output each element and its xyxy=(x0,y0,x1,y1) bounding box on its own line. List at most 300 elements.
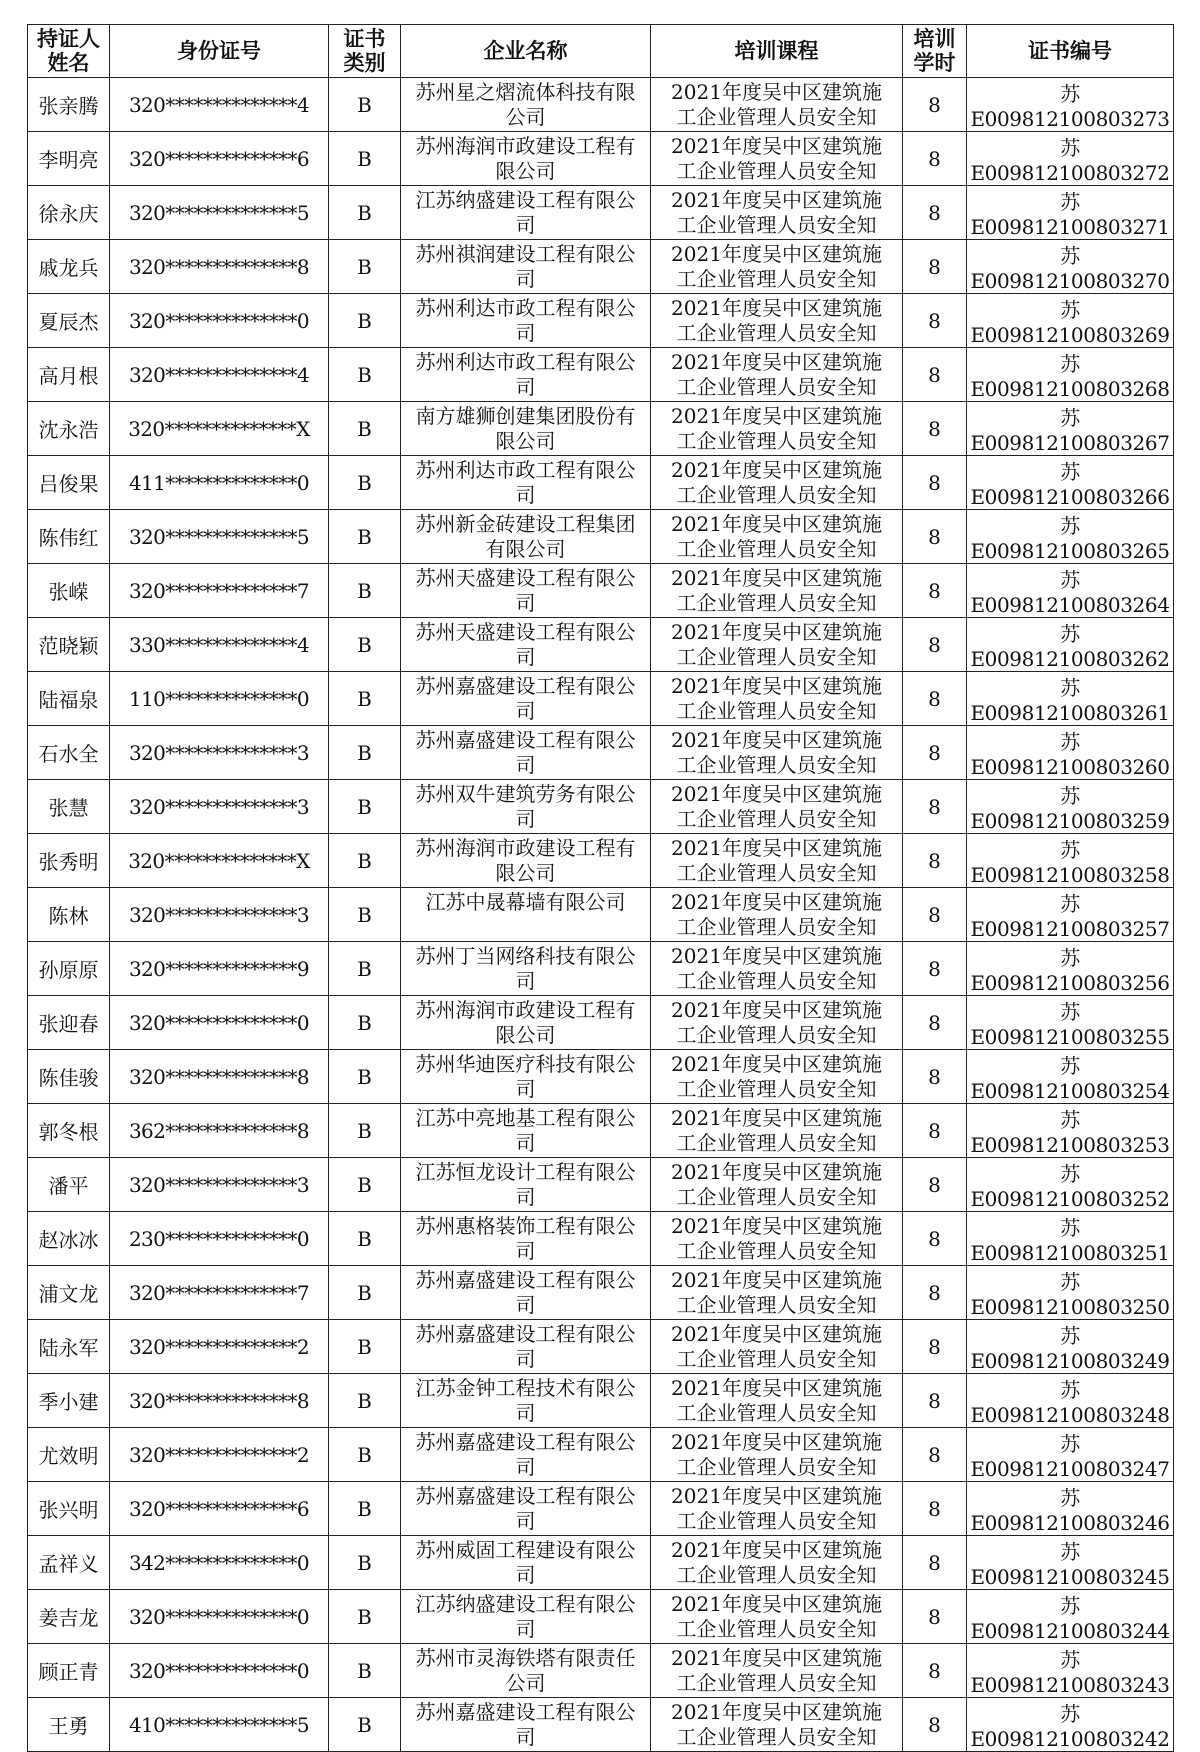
company-cell-text: 江苏纳盛建设工程有限公司 xyxy=(415,187,636,237)
company-cell xyxy=(401,240,651,294)
cert-type-cell: B xyxy=(329,1266,401,1320)
table-row xyxy=(28,240,1174,294)
hours-cell: 8 xyxy=(903,1536,967,1590)
company-cell-text: 苏州祺润建设工程有限公司 xyxy=(415,241,636,291)
company-cell xyxy=(401,78,651,132)
course-cell-text: 2021年度吴中区建筑施工企业管理人员安全知 xyxy=(671,511,882,561)
id-number-cell: 320**************0 xyxy=(110,1644,329,1698)
course-cell-text: 2021年度吴中区建筑施工企业管理人员安全知 xyxy=(671,1267,882,1317)
table-row xyxy=(28,1698,1174,1752)
cert-number-cell: 苏E009812100803270 xyxy=(967,240,1174,294)
company-cell xyxy=(401,1590,651,1644)
course-cell-text: 2021年度吴中区建筑施工企业管理人员安全知 xyxy=(671,1321,882,1371)
table-row xyxy=(28,132,1174,186)
course-cell xyxy=(651,1698,903,1752)
cert-number-cell: 苏E009812100803268 xyxy=(967,348,1174,402)
course-cell-text: 2021年度吴中区建筑施工企业管理人员安全知 xyxy=(671,1591,882,1641)
cert-number-cell: 苏E009812100803255 xyxy=(967,996,1174,1050)
company-cell-text: 苏州星之熠流体科技有限公司 xyxy=(415,79,636,129)
table-row xyxy=(28,1374,1174,1428)
cert-type-cell: B xyxy=(329,294,401,348)
company-cell xyxy=(401,780,651,834)
company-cell-text: 苏州市灵海铁塔有限责任公司 xyxy=(415,1645,636,1695)
hours-cell: 8 xyxy=(903,1698,967,1752)
hours-cell: 8 xyxy=(903,564,967,618)
course-cell-text: 2021年度吴中区建筑施工企业管理人员安全知 xyxy=(671,403,882,453)
course-cell-text: 2021年度吴中区建筑施工企业管理人员安全知 xyxy=(671,1051,882,1101)
holder-name-cell: 徐永庆 xyxy=(28,186,110,240)
course-cell xyxy=(651,132,903,186)
table-row xyxy=(28,564,1174,618)
table-row xyxy=(28,78,1174,132)
cert-number-cell: 苏E009812100803260 xyxy=(967,726,1174,780)
course-cell xyxy=(651,402,903,456)
hours-cell: 8 xyxy=(903,1104,967,1158)
company-cell xyxy=(401,1266,651,1320)
id-number-cell: 320**************4 xyxy=(110,78,329,132)
course-cell-text: 2021年度吴中区建筑施工企业管理人员安全知 xyxy=(671,187,882,237)
header-cert-type: 证书类别 xyxy=(329,25,401,78)
cert-number-cell: 苏E009812100803251 xyxy=(967,1212,1174,1266)
hours-cell: 8 xyxy=(903,942,967,996)
company-cell xyxy=(401,1320,651,1374)
id-number-cell: 330**************4 xyxy=(110,618,329,672)
holder-name-cell: 季小建 xyxy=(28,1374,110,1428)
company-cell-text: 苏州威固工程建设有限公司 xyxy=(415,1537,636,1587)
company-cell-text: 苏州天盛建设工程有限公司 xyxy=(415,565,636,615)
cert-type-cell: B xyxy=(329,834,401,888)
cert-number-cell: 苏E009812100803245 xyxy=(967,1536,1174,1590)
cert-type-cell: B xyxy=(329,348,401,402)
holder-name-cell: 尤效明 xyxy=(28,1428,110,1482)
table-row xyxy=(28,294,1174,348)
course-cell-text: 2021年度吴中区建筑施工企业管理人员安全知 xyxy=(671,943,882,993)
course-cell-text: 2021年度吴中区建筑施工企业管理人员安全知 xyxy=(671,1213,882,1263)
cert-number-cell: 苏E009812100803261 xyxy=(967,672,1174,726)
course-cell-text: 2021年度吴中区建筑施工企业管理人员安全知 xyxy=(671,835,882,885)
hours-cell: 8 xyxy=(903,1590,967,1644)
id-number-cell: 320**************8 xyxy=(110,1374,329,1428)
course-cell-text: 2021年度吴中区建筑施工企业管理人员安全知 xyxy=(671,1645,882,1695)
cert-type-cell: B xyxy=(329,1428,401,1482)
company-cell xyxy=(401,132,651,186)
cert-type-cell: B xyxy=(329,726,401,780)
hours-cell: 8 xyxy=(903,1482,967,1536)
cert-number-cell: 苏E009812100803273 xyxy=(967,78,1174,132)
course-cell xyxy=(651,1104,903,1158)
cert-type-cell: B xyxy=(329,240,401,294)
course-cell-text: 2021年度吴中区建筑施工企业管理人员安全知 xyxy=(671,79,882,129)
company-cell xyxy=(401,1158,651,1212)
id-number-cell: 320**************4 xyxy=(110,348,329,402)
course-cell xyxy=(651,1266,903,1320)
hours-cell: 8 xyxy=(903,186,967,240)
id-number-cell: 320**************X xyxy=(110,834,329,888)
company-cell xyxy=(401,672,651,726)
hours-cell: 8 xyxy=(903,510,967,564)
company-cell xyxy=(401,510,651,564)
course-cell-text: 2021年度吴中区建筑施工企业管理人员安全知 xyxy=(671,889,882,939)
holder-name-cell: 夏辰杰 xyxy=(28,294,110,348)
table-row xyxy=(28,1428,1174,1482)
hours-cell: 8 xyxy=(903,780,967,834)
company-cell xyxy=(401,1698,651,1752)
company-cell xyxy=(401,996,651,1050)
course-cell xyxy=(651,78,903,132)
company-cell xyxy=(401,834,651,888)
course-cell-text: 2021年度吴中区建筑施工企业管理人员安全知 xyxy=(671,1699,882,1749)
course-cell xyxy=(651,1482,903,1536)
table-row xyxy=(28,510,1174,564)
table-row xyxy=(28,726,1174,780)
id-number-cell: 230**************0 xyxy=(110,1212,329,1266)
header-hours: 培训学时 xyxy=(903,25,967,78)
table-row xyxy=(28,834,1174,888)
holder-name-cell: 张秀明 xyxy=(28,834,110,888)
cert-number-cell: 苏E009812100803267 xyxy=(967,402,1174,456)
header-row xyxy=(28,25,1174,78)
course-cell xyxy=(651,942,903,996)
course-cell-text: 2021年度吴中区建筑施工企业管理人员安全知 xyxy=(671,997,882,1047)
company-cell xyxy=(401,456,651,510)
id-number-cell: 320**************2 xyxy=(110,1428,329,1482)
table-row xyxy=(28,456,1174,510)
company-cell-text: 苏州嘉盛建设工程有限公司 xyxy=(415,727,636,777)
table-row xyxy=(28,1482,1174,1536)
id-number-cell: 342**************0 xyxy=(110,1536,329,1590)
table-row xyxy=(28,1050,1174,1104)
hours-cell: 8 xyxy=(903,996,967,1050)
hours-cell: 8 xyxy=(903,1374,967,1428)
cert-type-cell: B xyxy=(329,1698,401,1752)
course-cell xyxy=(651,834,903,888)
id-number-cell: 410**************5 xyxy=(110,1698,329,1752)
course-cell xyxy=(651,1428,903,1482)
course-cell-text: 2021年度吴中区建筑施工企业管理人员安全知 xyxy=(671,673,882,723)
cert-number-cell: 苏E009812100803250 xyxy=(967,1266,1174,1320)
cert-number-cell: 苏E009812100803256 xyxy=(967,942,1174,996)
table-row xyxy=(28,1212,1174,1266)
hours-cell: 8 xyxy=(903,1158,967,1212)
course-cell xyxy=(651,996,903,1050)
company-cell-text: 南方雄狮创建集团股份有限公司 xyxy=(415,403,636,453)
id-number-cell: 320**************3 xyxy=(110,888,329,942)
cert-number-cell: 苏E009812100803265 xyxy=(967,510,1174,564)
holder-name-cell: 潘平 xyxy=(28,1158,110,1212)
id-number-cell: 320**************0 xyxy=(110,294,329,348)
company-cell xyxy=(401,402,651,456)
course-cell xyxy=(651,726,903,780)
table-row xyxy=(28,348,1174,402)
company-cell-text: 江苏中亮地基工程有限公司 xyxy=(415,1105,636,1155)
id-number-cell: 411**************0 xyxy=(110,456,329,510)
holder-name-cell: 张亲腾 xyxy=(28,78,110,132)
cert-type-cell: B xyxy=(329,132,401,186)
course-cell-text: 2021年度吴中区建筑施工企业管理人员安全知 xyxy=(671,1159,882,1209)
company-cell xyxy=(401,294,651,348)
course-cell-text: 2021年度吴中区建筑施工企业管理人员安全知 xyxy=(671,727,882,777)
hours-cell: 8 xyxy=(903,672,967,726)
company-cell-text: 苏州双牛建筑劳务有限公司 xyxy=(415,781,636,831)
course-cell xyxy=(651,1050,903,1104)
company-cell-text: 苏州华迪医疗科技有限公司 xyxy=(415,1051,636,1101)
hours-cell: 8 xyxy=(903,348,967,402)
course-cell-text: 2021年度吴中区建筑施工企业管理人员安全知 xyxy=(671,565,882,615)
table-row xyxy=(28,1104,1174,1158)
course-cell xyxy=(651,780,903,834)
certificate-table xyxy=(27,24,1174,1752)
company-cell-text: 苏州海润市政建设工程有限公司 xyxy=(415,133,636,183)
header-course: 培训课程 xyxy=(651,25,903,78)
header-cert-number: 证书编号 xyxy=(967,25,1174,78)
id-number-cell: 320**************3 xyxy=(110,1158,329,1212)
course-cell xyxy=(651,1536,903,1590)
table-row xyxy=(28,942,1174,996)
id-number-cell: 320**************3 xyxy=(110,780,329,834)
holder-name-cell: 顾正青 xyxy=(28,1644,110,1698)
cert-number-cell: 苏E009812100803249 xyxy=(967,1320,1174,1374)
header-holder-name: 持证人姓名 xyxy=(28,25,110,78)
cert-number-cell: 苏E009812100803266 xyxy=(967,456,1174,510)
company-cell xyxy=(401,1428,651,1482)
holder-name-cell: 张慧 xyxy=(28,780,110,834)
company-cell-text: 苏州利达市政工程有限公司 xyxy=(415,457,636,507)
company-cell xyxy=(401,1104,651,1158)
company-cell xyxy=(401,348,651,402)
id-number-cell: 320**************6 xyxy=(110,132,329,186)
company-cell xyxy=(401,1050,651,1104)
course-cell xyxy=(651,1212,903,1266)
table-row xyxy=(28,1266,1174,1320)
course-cell xyxy=(651,1644,903,1698)
course-cell xyxy=(651,240,903,294)
company-cell-text: 苏州惠格装饰工程有限公司 xyxy=(415,1213,636,1263)
cert-type-cell: B xyxy=(329,402,401,456)
cert-type-cell: B xyxy=(329,672,401,726)
hours-cell: 8 xyxy=(903,1212,967,1266)
company-cell xyxy=(401,618,651,672)
hours-cell: 8 xyxy=(903,834,967,888)
cert-number-cell: 苏E009812100803253 xyxy=(967,1104,1174,1158)
holder-name-cell: 浦文龙 xyxy=(28,1266,110,1320)
company-cell-text: 苏州新金砖建设工程集团有限公司 xyxy=(415,511,636,561)
cert-type-cell: B xyxy=(329,1374,401,1428)
id-number-cell: 320**************8 xyxy=(110,1050,329,1104)
table-row xyxy=(28,618,1174,672)
cert-type-cell: B xyxy=(329,996,401,1050)
holder-name-cell: 姜吉龙 xyxy=(28,1590,110,1644)
cert-number-cell: 苏E009812100803243 xyxy=(967,1644,1174,1698)
company-cell xyxy=(401,1212,651,1266)
course-cell-text: 2021年度吴中区建筑施工企业管理人员安全知 xyxy=(671,1429,882,1479)
course-cell-text: 2021年度吴中区建筑施工企业管理人员安全知 xyxy=(671,1375,882,1425)
hours-cell: 8 xyxy=(903,1266,967,1320)
company-cell xyxy=(401,1374,651,1428)
cert-type-cell: B xyxy=(329,456,401,510)
cert-number-cell: 苏E009812100803272 xyxy=(967,132,1174,186)
company-cell xyxy=(401,1644,651,1698)
company-cell-text: 苏州嘉盛建设工程有限公司 xyxy=(415,1699,636,1749)
course-cell xyxy=(651,1590,903,1644)
holder-name-cell: 范晓颖 xyxy=(28,618,110,672)
id-number-cell: 320**************0 xyxy=(110,1590,329,1644)
holder-name-cell: 郭冬根 xyxy=(28,1104,110,1158)
cert-number-cell: 苏E009812100803242 xyxy=(967,1698,1174,1752)
course-cell xyxy=(651,672,903,726)
hours-cell: 8 xyxy=(903,1644,967,1698)
holder-name-cell: 张嵘 xyxy=(28,564,110,618)
id-number-cell: 320**************9 xyxy=(110,942,329,996)
table-row xyxy=(28,186,1174,240)
company-cell-text: 苏州嘉盛建设工程有限公司 xyxy=(415,1483,636,1533)
company-cell-text: 苏州嘉盛建设工程有限公司 xyxy=(415,1321,636,1371)
cert-type-cell: B xyxy=(329,942,401,996)
course-cell xyxy=(651,564,903,618)
cert-type-cell: B xyxy=(329,1536,401,1590)
course-cell-text: 2021年度吴中区建筑施工企业管理人员安全知 xyxy=(671,1537,882,1587)
id-number-cell: 320**************X xyxy=(110,402,329,456)
hours-cell: 8 xyxy=(903,132,967,186)
holder-name-cell: 陆福泉 xyxy=(28,672,110,726)
holder-name-cell: 吕俊果 xyxy=(28,456,110,510)
course-cell xyxy=(651,1374,903,1428)
company-cell-text: 苏州丁当网络科技有限公司 xyxy=(415,943,636,993)
course-cell xyxy=(651,186,903,240)
cert-type-cell: B xyxy=(329,888,401,942)
cert-type-cell: B xyxy=(329,618,401,672)
company-cell-text: 苏州嘉盛建设工程有限公司 xyxy=(415,1267,636,1317)
table-body xyxy=(28,78,1174,1752)
company-cell-text: 苏州嘉盛建设工程有限公司 xyxy=(415,673,636,723)
table-row xyxy=(28,1590,1174,1644)
cert-type-cell: B xyxy=(329,1050,401,1104)
company-cell xyxy=(401,1482,651,1536)
company-cell xyxy=(401,888,651,942)
company-cell-text: 苏州利达市政工程有限公司 xyxy=(415,349,636,399)
course-cell xyxy=(651,1320,903,1374)
cert-number-cell: 苏E009812100803246 xyxy=(967,1482,1174,1536)
cert-number-cell: 苏E009812100803271 xyxy=(967,186,1174,240)
course-cell-text: 2021年度吴中区建筑施工企业管理人员安全知 xyxy=(671,349,882,399)
cert-number-cell: 苏E009812100803269 xyxy=(967,294,1174,348)
company-cell-text: 江苏恒龙设计工程有限公司 xyxy=(415,1159,636,1209)
hours-cell: 8 xyxy=(903,1428,967,1482)
id-number-cell: 320**************8 xyxy=(110,240,329,294)
id-number-cell: 320**************3 xyxy=(110,726,329,780)
course-cell xyxy=(651,888,903,942)
cert-number-cell: 苏E009812100803248 xyxy=(967,1374,1174,1428)
company-cell-text: 江苏中晟幕墙有限公司 xyxy=(425,889,626,914)
cert-number-cell: 苏E009812100803244 xyxy=(967,1590,1174,1644)
company-cell-text: 苏州利达市政工程有限公司 xyxy=(415,295,636,345)
hours-cell: 8 xyxy=(903,402,967,456)
company-cell-text: 江苏纳盛建设工程有限公司 xyxy=(415,1591,636,1641)
table-row xyxy=(28,996,1174,1050)
company-cell xyxy=(401,564,651,618)
cert-type-cell: B xyxy=(329,78,401,132)
hours-cell: 8 xyxy=(903,78,967,132)
cert-type-cell: B xyxy=(329,780,401,834)
course-cell-text: 2021年度吴中区建筑施工企业管理人员安全知 xyxy=(671,1483,882,1533)
course-cell xyxy=(651,348,903,402)
cert-number-cell: 苏E009812100803254 xyxy=(967,1050,1174,1104)
holder-name-cell: 石水全 xyxy=(28,726,110,780)
course-cell xyxy=(651,456,903,510)
holder-name-cell: 王勇 xyxy=(28,1698,110,1752)
holder-name-cell: 孟祥义 xyxy=(28,1536,110,1590)
holder-name-cell: 陈佳骏 xyxy=(28,1050,110,1104)
holder-name-cell: 沈永浩 xyxy=(28,402,110,456)
id-number-cell: 320**************2 xyxy=(110,1320,329,1374)
company-cell-text: 苏州海润市政建设工程有限公司 xyxy=(415,835,636,885)
header-company: 企业名称 xyxy=(401,25,651,78)
id-number-cell: 320**************5 xyxy=(110,186,329,240)
holder-name-cell: 陆永军 xyxy=(28,1320,110,1374)
company-cell-text: 苏州天盛建设工程有限公司 xyxy=(415,619,636,669)
company-cell xyxy=(401,726,651,780)
company-cell-text: 苏州海润市政建设工程有限公司 xyxy=(415,997,636,1047)
course-cell xyxy=(651,294,903,348)
cert-type-cell: B xyxy=(329,1212,401,1266)
id-number-cell: 110**************0 xyxy=(110,672,329,726)
company-cell-text: 苏州嘉盛建设工程有限公司 xyxy=(415,1429,636,1479)
holder-name-cell: 高月根 xyxy=(28,348,110,402)
table-row xyxy=(28,780,1174,834)
hours-cell: 8 xyxy=(903,456,967,510)
holder-name-cell: 陈林 xyxy=(28,888,110,942)
cert-number-cell: 苏E009812100803264 xyxy=(967,564,1174,618)
cert-number-cell: 苏E009812100803247 xyxy=(967,1428,1174,1482)
cert-type-cell: B xyxy=(329,1590,401,1644)
table-row xyxy=(28,1320,1174,1374)
company-cell xyxy=(401,186,651,240)
table-row xyxy=(28,1158,1174,1212)
course-cell-text: 2021年度吴中区建筑施工企业管理人员安全知 xyxy=(671,241,882,291)
hours-cell: 8 xyxy=(903,726,967,780)
cert-type-cell: B xyxy=(329,1482,401,1536)
hours-cell: 8 xyxy=(903,240,967,294)
company-cell xyxy=(401,1536,651,1590)
id-number-cell: 320**************7 xyxy=(110,1266,329,1320)
hours-cell: 8 xyxy=(903,618,967,672)
id-number-cell: 320**************7 xyxy=(110,564,329,618)
cert-type-cell: B xyxy=(329,1320,401,1374)
cert-type-cell: B xyxy=(329,510,401,564)
hours-cell: 8 xyxy=(903,888,967,942)
course-cell-text: 2021年度吴中区建筑施工企业管理人员安全知 xyxy=(671,619,882,669)
id-number-cell: 320**************5 xyxy=(110,510,329,564)
company-cell-text: 江苏金钟工程技术有限公司 xyxy=(415,1375,636,1425)
course-cell xyxy=(651,510,903,564)
table-row xyxy=(28,888,1174,942)
table-row xyxy=(28,672,1174,726)
course-cell-text: 2021年度吴中区建筑施工企业管理人员安全知 xyxy=(671,1105,882,1155)
id-number-cell: 320**************6 xyxy=(110,1482,329,1536)
table-row xyxy=(28,1536,1174,1590)
course-cell-text: 2021年度吴中区建筑施工企业管理人员安全知 xyxy=(671,295,882,345)
course-cell-text: 2021年度吴中区建筑施工企业管理人员安全知 xyxy=(671,133,882,183)
holder-name-cell: 张迎春 xyxy=(28,996,110,1050)
id-number-cell: 362**************8 xyxy=(110,1104,329,1158)
holder-name-cell: 陈伟红 xyxy=(28,510,110,564)
cert-number-cell: 苏E009812100803259 xyxy=(967,780,1174,834)
hours-cell: 8 xyxy=(903,1320,967,1374)
cert-number-cell: 苏E009812100803258 xyxy=(967,834,1174,888)
cert-type-cell: B xyxy=(329,1104,401,1158)
id-number-cell: 320**************0 xyxy=(110,996,329,1050)
holder-name-cell: 赵冰冰 xyxy=(28,1212,110,1266)
holder-name-cell: 孙原原 xyxy=(28,942,110,996)
